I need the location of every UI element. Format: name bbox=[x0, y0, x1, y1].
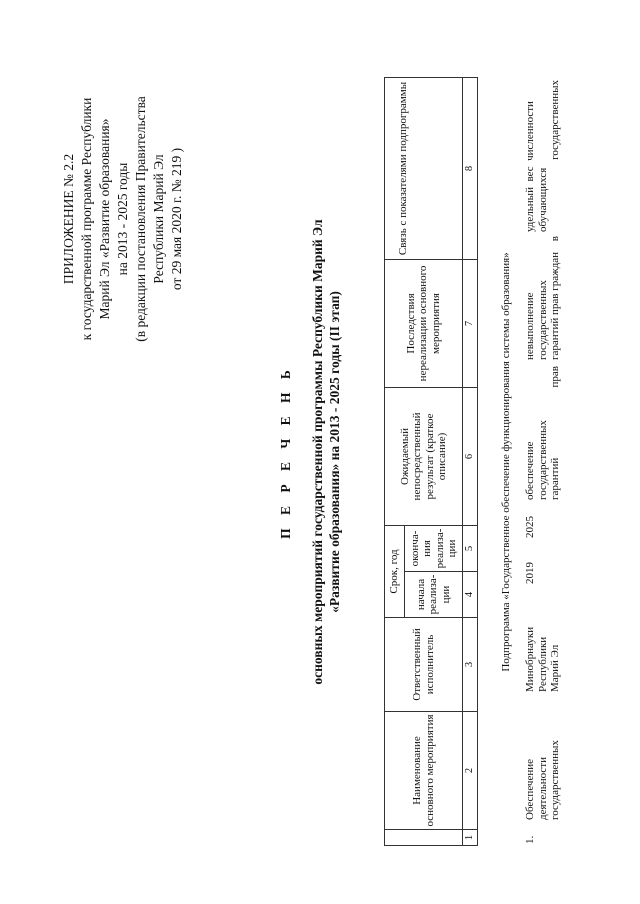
row-1-name-line: государственных bbox=[549, 740, 561, 820]
header-col-4: начала реализа-ции bbox=[405, 572, 463, 618]
appendix-line: к государственной программе Республики bbox=[79, 97, 94, 341]
appendix-line: Республики Марий Эл bbox=[151, 154, 166, 284]
row-1-result-word: прав bbox=[549, 366, 561, 388]
appendix-line: ПРИЛОЖЕНИЕ № 2.2 bbox=[61, 153, 76, 285]
row-1-result-word: гарантий bbox=[549, 457, 561, 500]
appendix-block bbox=[60, 54, 186, 384]
header-col-8: Связь с показателями подпрограммы bbox=[385, 77, 463, 259]
header-col-2: Наименование основного мероприятия bbox=[385, 712, 463, 830]
column-number: 4 bbox=[463, 572, 478, 618]
header-col-5: оконча-ния реализа-ции bbox=[405, 525, 463, 571]
document-subtitle-line2: «Развитие образования» на 2013 - 2025 годы (II этап) bbox=[327, 291, 342, 613]
row-1-name-line: деятельности bbox=[536, 757, 549, 820]
header-col-1 bbox=[385, 830, 463, 846]
row-1-number: 1. bbox=[524, 835, 536, 844]
column-number: 8 bbox=[463, 77, 478, 259]
column-number: 7 bbox=[463, 259, 478, 387]
appendix-line: на 2013 - 2025 годы bbox=[115, 162, 130, 276]
subprogram-heading: Подпрограмма «Государственное обеспечение функционирования системы образования» bbox=[500, 252, 512, 672]
row-1-consequence-line: государственных bbox=[536, 280, 549, 360]
row-1-executor-line: Марий Эл bbox=[549, 644, 561, 692]
row-1-consequence-line: невыполнение bbox=[524, 292, 536, 360]
row-1-consequence bbox=[524, 236, 562, 360]
appendix-line: от 29 мая 2020 г. № 219 ) bbox=[169, 147, 184, 291]
row-1-end-year: 2025 bbox=[524, 516, 536, 538]
row-1-consequence-word: в bbox=[549, 236, 561, 242]
column-number: 6 bbox=[463, 387, 478, 525]
row-1-executor-line: Минобрнауки bbox=[524, 626, 536, 692]
appendix-line: (в редакции постановления Правительства bbox=[133, 96, 148, 342]
row-1-link-line: государственных bbox=[549, 80, 561, 160]
row-1-link-line: удельный вес численности bbox=[524, 101, 536, 232]
row-1-name-line: Обеспечение bbox=[524, 759, 536, 820]
row-1-executor bbox=[524, 598, 562, 692]
column-number: 1 bbox=[463, 830, 478, 846]
column-number: 2 bbox=[463, 712, 478, 830]
row-1-name bbox=[524, 702, 562, 820]
row-1-result-line bbox=[549, 366, 562, 500]
column-number: 3 bbox=[463, 618, 478, 712]
row-1-link-line: обучающихся bbox=[536, 167, 549, 232]
header-col-3: Ответственный исполнитель bbox=[385, 618, 463, 712]
row-1-start-year: 2019 bbox=[524, 562, 536, 584]
measures-table-header bbox=[384, 77, 478, 846]
row-1-result bbox=[524, 366, 562, 500]
document-title: П Е Р Е Ч Е Н Ь bbox=[278, 365, 293, 539]
header-col-6: Ожидаемый непосредственный результат (краткое описание) bbox=[385, 387, 463, 525]
appendix-line: Марий Эл «Развитие образования» bbox=[97, 118, 112, 320]
row-1-result-line: обеспечение bbox=[524, 441, 536, 500]
row-1-executor-line: Республики bbox=[536, 636, 549, 692]
row-1-result-line: государственных bbox=[536, 420, 549, 500]
column-number: 5 bbox=[463, 525, 478, 571]
row-1-consequence-word: гарантий прав граждан bbox=[549, 251, 561, 360]
row-1-consequence-line bbox=[549, 236, 562, 360]
row-1-indicator-link bbox=[524, 80, 562, 232]
document-subtitle-line1: основных мероприятий государственной программы Республики Марий Эл bbox=[310, 219, 325, 685]
header-col-7: Последствия нереализации основного мероприятия bbox=[385, 259, 463, 387]
header-col-45: Срок, год bbox=[385, 525, 405, 617]
